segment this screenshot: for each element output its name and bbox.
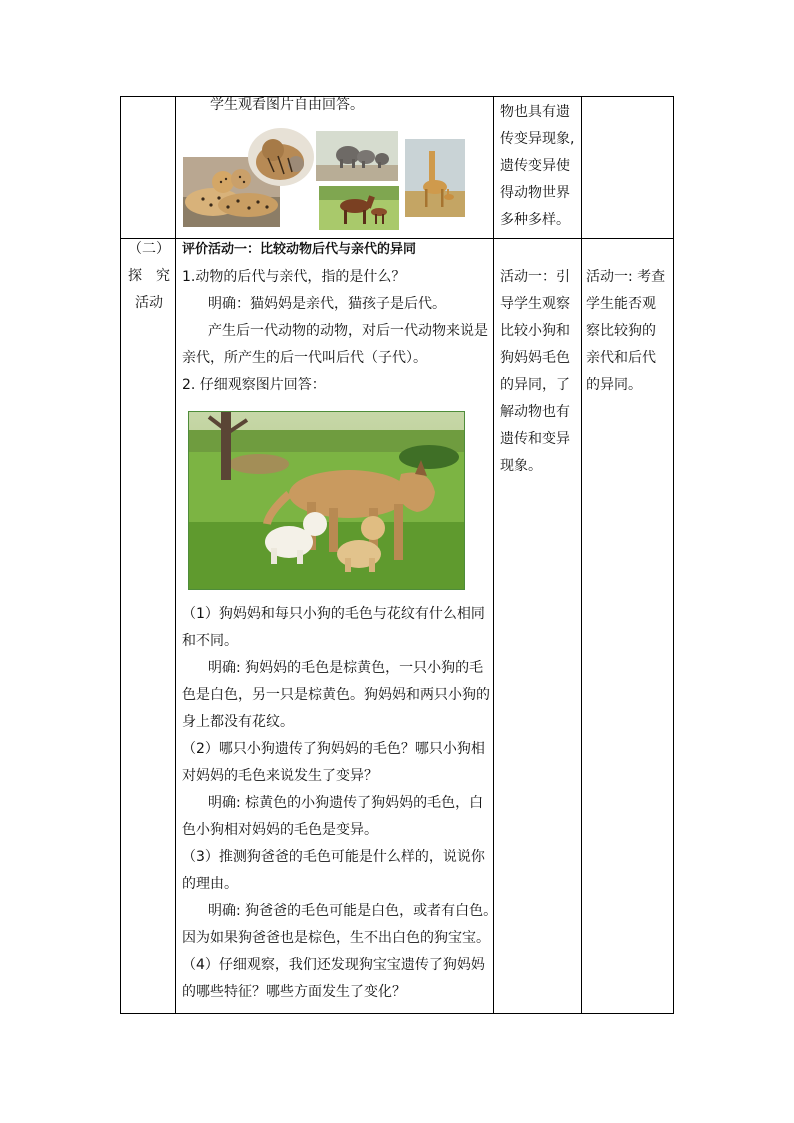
- table-col-divider-1: [175, 96, 176, 1014]
- section-label-line-1: （二）: [128, 241, 170, 257]
- sub-question-3-line-2: 的理由。: [182, 876, 238, 892]
- col3-line-1: 活动一：引: [500, 269, 570, 285]
- sub-question-4-line-2: 的哪些特征？哪些方面发生了变化？: [182, 984, 406, 1000]
- answer-4-line-2: 因为如果狗爸爸也是棕色，生不出白色的狗宝宝。: [182, 930, 490, 946]
- col3-line-4: 狗妈妈毛色: [500, 350, 570, 366]
- sub-question-2-line-2: 对妈妈的毛色来说发生了变异？: [182, 768, 378, 784]
- dog-and-puppies-photo: [188, 411, 465, 590]
- giraffe-photo: [405, 139, 465, 217]
- col4-line-1: 活动一: 考查: [586, 269, 666, 285]
- cat-photo: [248, 128, 314, 186]
- table-col-divider-3: [581, 96, 582, 1014]
- sub-question-3-line-1: （3）推测狗爸爸的毛色可能是什么样的，说说你: [182, 849, 485, 865]
- col3-line-5: 的异同，了: [500, 377, 570, 393]
- answer-4-line-1: 明确: 狗爸爸的毛色可能是白色，或者有白色。: [208, 903, 498, 919]
- sub-question-2-line-1: （2）哪只小狗遗传了狗妈妈的毛色？哪只小狗相: [182, 741, 485, 757]
- top-col3-line-3: 遗传变异使: [500, 158, 570, 174]
- answer-2-line-2: 色是白色，另一只是棕黄色。狗妈妈和两只小狗的: [182, 687, 490, 703]
- top-instruction: 学生观看图片自由回答。: [210, 97, 364, 113]
- col3-line-8: 现象。: [500, 458, 542, 474]
- col3-line-7: 遗传和变异: [500, 431, 570, 447]
- top-col3-line-4: 得动物世界: [500, 185, 570, 201]
- col4-line-5: 的异同。: [586, 377, 642, 393]
- table-border-bottom: [120, 1013, 674, 1014]
- answer-3-line-1: 明确: 棕黄色的小狗遗传了狗妈妈的毛色，白: [208, 795, 484, 811]
- col4-line-4: 亲代和后代: [586, 350, 656, 366]
- col3-line-3: 比较小狗和: [500, 323, 570, 339]
- sub-question-1-line-1: （1）狗妈妈和每只小狗的毛色与花纹有什么相同: [182, 606, 485, 622]
- horse-photo: [319, 186, 399, 230]
- table-border-left: [120, 96, 121, 1014]
- top-col3-line-5: 多种多样。: [500, 212, 570, 228]
- top-col3-line-2: 传变异现象,: [500, 131, 575, 147]
- col3-line-2: 导学生观察: [500, 296, 570, 312]
- col4-line-3: 察比较狗的: [586, 323, 656, 339]
- answer-2-line-1: 明确: 狗妈妈的毛色是棕黄色，一只小狗的毛: [208, 660, 484, 676]
- top-col3-line-1: 物也具有遗: [500, 104, 570, 120]
- table-border-top: [120, 96, 674, 97]
- section-label-line-3: 活动: [135, 295, 163, 311]
- question-1: 1.动物的后代与亲代，指的是什么？: [182, 269, 406, 285]
- table-border-right: [673, 96, 674, 1014]
- table-col-divider-2: [493, 96, 494, 1014]
- sub-question-4-line-1: （4）仔细观察，我们还发现狗宝宝遗传了狗妈妈: [182, 957, 485, 973]
- paragraph-1-line-2: 亲代，所产生的后一代叫后代（子代）。: [182, 350, 427, 366]
- answer-3-line-2: 色小狗相对妈妈的毛色是变异。: [182, 822, 378, 838]
- paragraph-1-line-1: 产生后一代动物的动物，对后一代动物来说是: [208, 323, 488, 339]
- answer-2-line-3: 身上都没有花纹。: [182, 714, 294, 730]
- activity-heading: 评价活动一：比较动物后代与亲代的异同: [182, 242, 417, 257]
- answer-1: 明确：猫妈妈是亲代，猫孩子是后代。: [208, 296, 446, 312]
- question-2: 2. 仔细观察图片回答：: [182, 377, 326, 393]
- section-label-line-2: 探 究: [128, 268, 170, 284]
- col4-line-2: 学生能否观: [586, 296, 656, 312]
- elephant-photo: [316, 131, 398, 181]
- col3-line-6: 解动物也有: [500, 404, 570, 420]
- sub-question-1-line-2: 和不同。: [182, 633, 238, 649]
